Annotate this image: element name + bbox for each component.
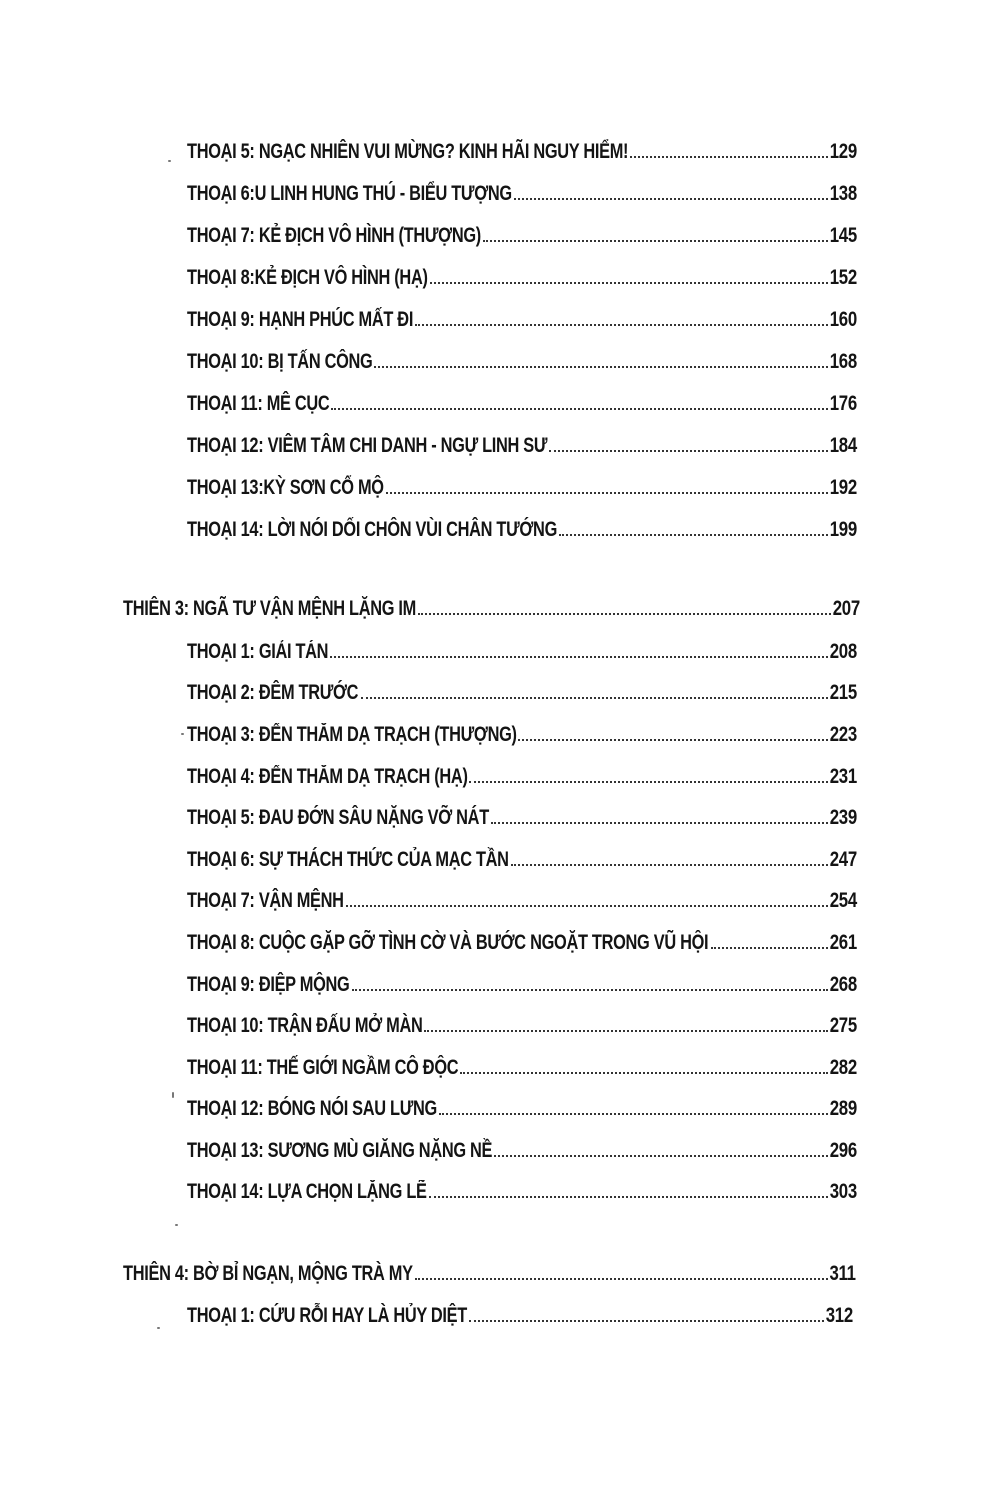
toc-entry[interactable] [187,723,857,757]
toc-entry[interactable] [187,392,857,426]
dot-leader [374,366,828,368]
page-number: 207 [832,597,860,620]
dot-leader [483,240,828,242]
toc-part-heading[interactable] [123,597,860,631]
entry-title: THOẠI 8:KẺ ĐỊCH VÔ HÌNH (HẠ) [187,266,428,289]
entry-title: THOẠI 7: VẬN MỆNH [187,889,344,912]
dot-leader [424,1030,828,1032]
toc-entry[interactable] [187,1014,857,1048]
entry-title: THOẠI 7: KẺ ĐỊCH VÔ HÌNH (THƯỢNG) [187,224,481,247]
entry-title: THOẠI 12: VIÊM TÂM CHI DANH - NGỰ LINH SƯ [187,434,548,457]
dot-leader [460,1072,828,1074]
dot-leader [429,1196,828,1198]
page-number: 176 [829,392,857,415]
entry-title: THOẠI 11: THẾ GIỚI NGẦM CÔ ĐỘC [187,1056,459,1079]
entry-title: THOẠI 9: ĐIỆP MỘNG [187,973,350,996]
entry-title: THOẠI 8: CUỘC GẶP GỠ TÌNH CỜ VÀ BƯỚC NGOẶT TRONG VŨ HỘI [187,931,709,954]
entry-title: THOẠI 9: HẠNH PHÚC MẤT ĐI [187,308,414,331]
page-number: 184 [829,434,857,457]
toc-entry[interactable] [187,681,857,715]
dot-leader [361,697,828,699]
toc-entry[interactable] [187,973,857,1007]
page-number: 168 [829,350,857,373]
entry-title: THOẠI 6:U LINH HUNG THÚ - BIỂU TƯỢNG [187,182,512,205]
entry-title: THOẠI 13: SƯƠNG MÙ GIĂNG NẶNG NỀ [187,1139,493,1162]
entry-title: THOẠI 14: LỰA CHỌN LẶNG LẼ [187,1180,427,1203]
page-number: 303 [829,1180,857,1203]
page-number: 160 [829,308,857,331]
page-number: 208 [829,640,857,663]
dot-leader [630,156,828,158]
dot-leader [549,450,828,452]
dot-leader [439,1113,828,1115]
page-number: 312 [825,1304,853,1327]
part-title: THIÊN 3: NGÃ TƯ VẬN MỆNH LẶNG IM [123,597,416,620]
entry-title: THOẠI 6: SỰ THÁCH THỨC CỦA MẠC TẦN [187,848,509,871]
dot-leader [514,198,828,200]
part-title: THIÊN 4: BỜ BỈ NGẠN, MỘNG TRÀ MY [123,1262,413,1285]
toc-part-heading[interactable] [123,1262,856,1296]
toc-entry[interactable] [187,1180,857,1214]
toc-entry[interactable] [187,931,857,965]
dot-leader [469,1320,824,1322]
toc-entry[interactable] [187,140,857,174]
toc-entry[interactable] [187,765,857,799]
dot-leader [418,613,831,615]
dot-leader [330,656,828,658]
dot-leader [494,1155,828,1157]
toc-entry[interactable] [187,889,857,923]
entry-title: THOẠI 4: ĐẾN THĂM DẠ TRẠCH (HẠ) [187,765,468,788]
toc-entry[interactable] [187,350,857,384]
toc-entry[interactable] [187,476,857,510]
toc-entry[interactable] [187,806,857,840]
dot-leader [346,905,829,907]
entry-title: THOẠI 3: ĐẾN THĂM DẠ TRẠCH (THƯỢNG) [187,723,517,746]
page-number: 261 [829,931,857,954]
page-number: 215 [829,681,857,704]
dot-leader [386,492,828,494]
entry-title: THOẠI 11: MÊ CỤC [187,392,330,415]
scan-speck [168,160,171,162]
page-number: 145 [829,224,857,247]
entry-title: THOẠI 1: GIẢI TÁN [187,640,329,663]
dot-leader [711,947,829,949]
dot-leader [415,324,828,326]
scan-speck [172,1092,174,1098]
dot-leader [559,534,828,536]
entry-title: THOẠI 10: BỊ TẤN CÔNG [187,350,373,373]
page-number: 275 [829,1014,857,1037]
entry-title: THOẠI 13:KỲ SƠN CỔ MỘ [187,476,384,499]
dot-leader [430,282,828,284]
entry-title: THOẠI 1: CỨU RỖI HAY LÀ HỦY DIỆT [187,1304,467,1327]
scan-speck [157,1327,160,1329]
page-number: 192 [829,476,857,499]
page-number: 129 [829,140,857,163]
dot-leader [331,408,828,410]
toc-entry[interactable] [187,182,857,216]
dot-leader [511,864,828,866]
page-number: 231 [829,765,857,788]
page-number: 296 [829,1139,857,1162]
entry-title: THOẠI 14: LỜI NÓI DỐI CHÔN VÙI CHÂN TƯỚNG [187,518,558,541]
page-number: 239 [829,806,857,829]
entry-title: THOẠI 5: ĐAU ĐỚN SÂU NẶNG VỠ NÁT [187,806,489,829]
page-number: 199 [829,518,857,541]
entry-title: THOẠI 10: TRẬN ĐẤU MỞ MÀN [187,1014,423,1037]
page-number: 247 [829,848,857,871]
toc-entry[interactable] [187,1139,857,1173]
toc-entry[interactable] [187,518,857,552]
entry-title: THOẠI 2: ĐÊM TRƯỚC [187,681,359,704]
dot-leader [415,1278,828,1280]
page-number: 223 [829,723,857,746]
page-number: 254 [829,889,857,912]
page-number: 138 [829,182,857,205]
dot-leader [352,989,828,991]
toc-entry[interactable] [187,1056,857,1090]
page-number: 311 [829,1262,856,1285]
toc-entry[interactable] [187,434,857,468]
toc-entry[interactable] [187,266,857,300]
dot-leader [491,822,828,824]
scan-speck [181,733,184,735]
page-number: 289 [829,1097,857,1120]
dot-leader [518,739,828,741]
toc-entry[interactable] [187,308,857,342]
entry-title: THOẠI 5: NGẠC NHIÊN VUI MỪNG? KINH HÃI NGUY HIỂM! [187,140,629,163]
toc-entry[interactable] [187,1097,857,1131]
page-number: 152 [829,266,857,289]
toc-entry[interactable] [187,224,857,258]
toc-entry[interactable] [187,848,857,882]
scan-speck [175,1224,178,1226]
page-number: 282 [829,1056,857,1079]
page-number: 268 [829,973,857,996]
toc-entry[interactable] [187,640,857,674]
entry-title: THOẠI 12: BÓNG NÓI SAU LƯNG [187,1097,437,1120]
dot-leader [469,781,828,783]
toc-entry[interactable] [187,1304,853,1338]
